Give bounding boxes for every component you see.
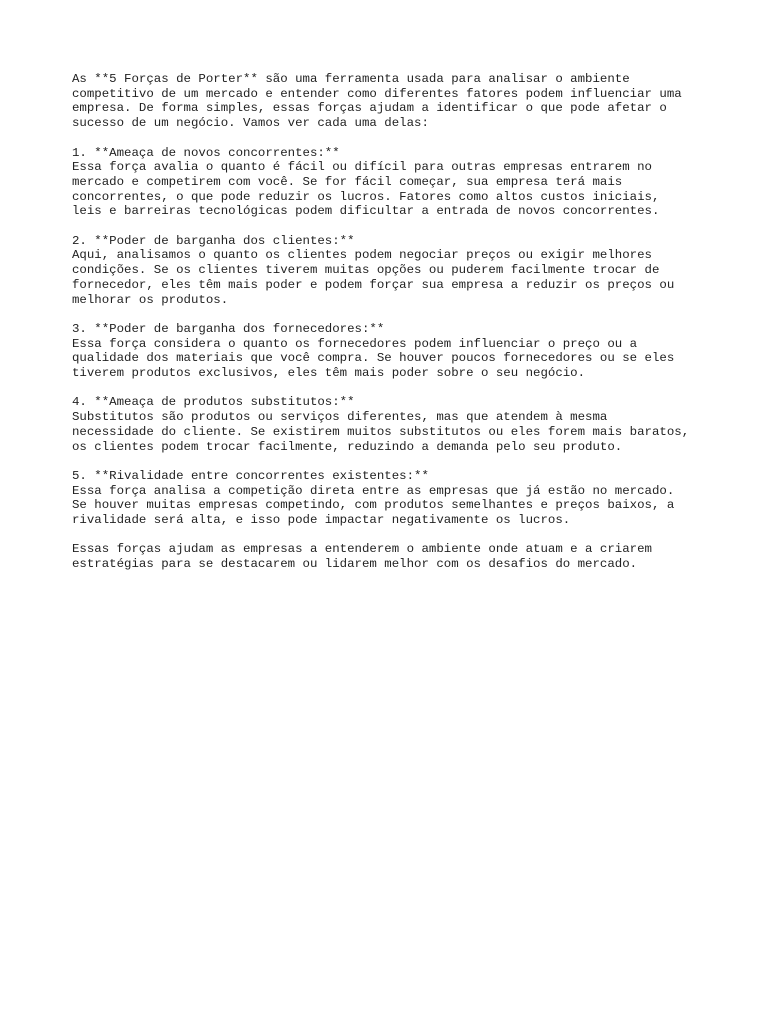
conclusion-paragraph: Essas forças ajudam as empresas a entenderem o ambiente onde atuam e a criarem estratégias para se destacarem ou lidarem melhor com os desafios do mercado. — [72, 542, 652, 572]
section-new-entrants: 1. **Ameaça de novos concorrentes:** Essa força avalia o quanto é fácil ou difícil para outras empresas entrarem no mercado e competirem com você. Se for fácil começar, sua empresa terá mais concorrentes, o que pode reduzir os lucros. Fatores como altos custos iniciais, leis e barreiras tecnológicas podem dificultar a entrada de novos concorrentes. — [72, 145, 660, 219]
intro-paragraph: As **5 Forças de Porter** são uma ferramenta usada para analisar o ambiente competitivo de um mercado e entender como diferentes fatores podem influenciar uma empresa. De forma simples, essas forças ajudam a identificar o que pode afetar o sucesso de um negócio. Vamos ver cada uma delas: — [72, 72, 682, 131]
section-customer-bargaining: 2. **Poder de barganha dos clientes:** Aqui, analisamos o quanto os clientes podem negociar preços ou exigir melhores condições. Se os clientes tiverem muitas opções ou puderem facilmente trocar de fornecedor, eles têm mais poder e podem forçar sua empresa a reduzir os preços ou melhorar os produtos. — [72, 233, 675, 307]
section-substitutes: 4. **Ameaça de produtos substitutos:** Substitutos são produtos ou serviços diferentes, mas que atendem à mesma necessidade do cliente. Se existirem muitos substitutos ou eles forem mais baratos, os clientes podem trocar facilmente, reduzindo a demanda pelo seu produto. — [72, 395, 690, 454]
document-body — [72, 72, 712, 572]
section-rivalry: 5. **Rivalidade entre concorrentes existentes:** Essa força analisa a competição direta entre as empresas que já estão no mercado. Se houver muitas empresas competindo, com produtos semelhantes e preços baixos, a rivalidade será alta, e isso pode impactar negativamente os lucros. — [72, 468, 675, 528]
section-supplier-bargaining: 3. **Poder de barganha dos fornecedores:** Essa força considera o quanto os fornecedores podem influenciar o preço ou a qualidade dos materiais que você compra. Se houver poucos fornecedores ou se eles tiverem produtos exclusivos, eles têm mais poder sobre o seu negócio. — [72, 321, 675, 381]
